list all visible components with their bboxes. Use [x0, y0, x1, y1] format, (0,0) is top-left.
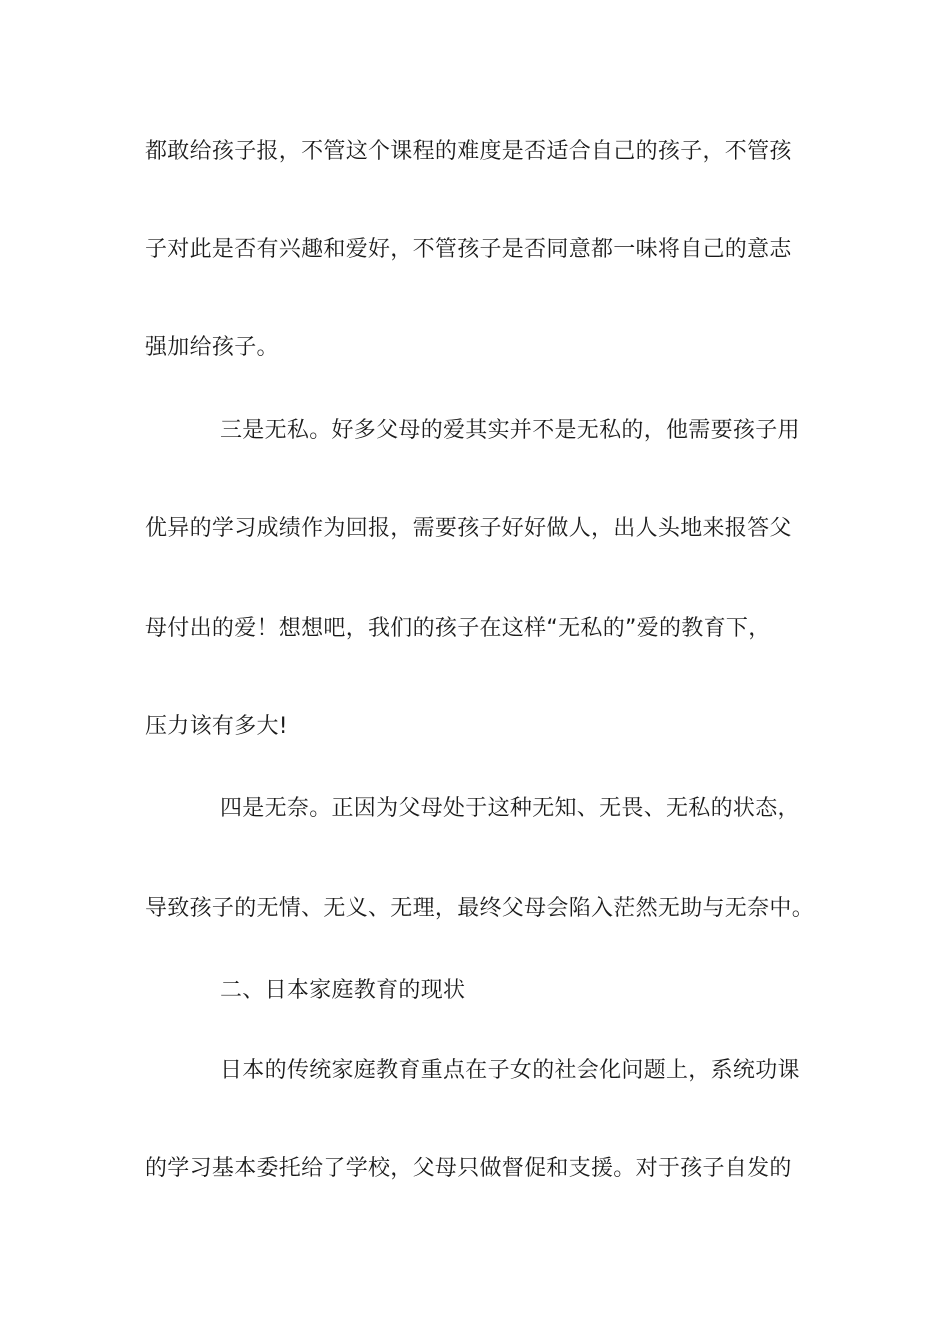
text-line: 母付出的爱！想想吧，我们的孩子在这样“无私的”爱的教育下，: [145, 616, 771, 641]
section-heading: 二、日本家庭教育的现状: [220, 978, 466, 1003]
text-line: 压力该有多大!: [145, 714, 288, 739]
paragraph-start-line: 四是无奈。正因为父母处于这种无知、无畏、无私的状态，: [220, 796, 800, 821]
text-line: 强加给孩子。: [145, 335, 279, 360]
text-line: 都敢给孩子报，不管这个课程的难度是否适合自己的孩子，不管孩: [145, 139, 792, 164]
paragraph-start-line: 日本的传统家庭教育重点在子女的社会化问题上，系统功课: [220, 1058, 800, 1083]
paragraph-start-line: 三是无私。好多父母的爱其实并不是无私的，他需要孩子用: [220, 418, 800, 443]
text-line: 的学习基本委托给了学校，父母只做督促和支援。对于孩子自发的: [145, 1156, 792, 1181]
text-line: 优异的学习成绩作为回报，需要孩子好好做人，出人头地来报答父: [145, 516, 792, 541]
text-line: 子对此是否有兴趣和爱好，不管孩子是否同意都一味将自己的意志: [145, 237, 792, 262]
text-line: 导致孩子的无情、无义、无理，最终父母会陷入茫然无助与无奈中。: [145, 896, 815, 921]
